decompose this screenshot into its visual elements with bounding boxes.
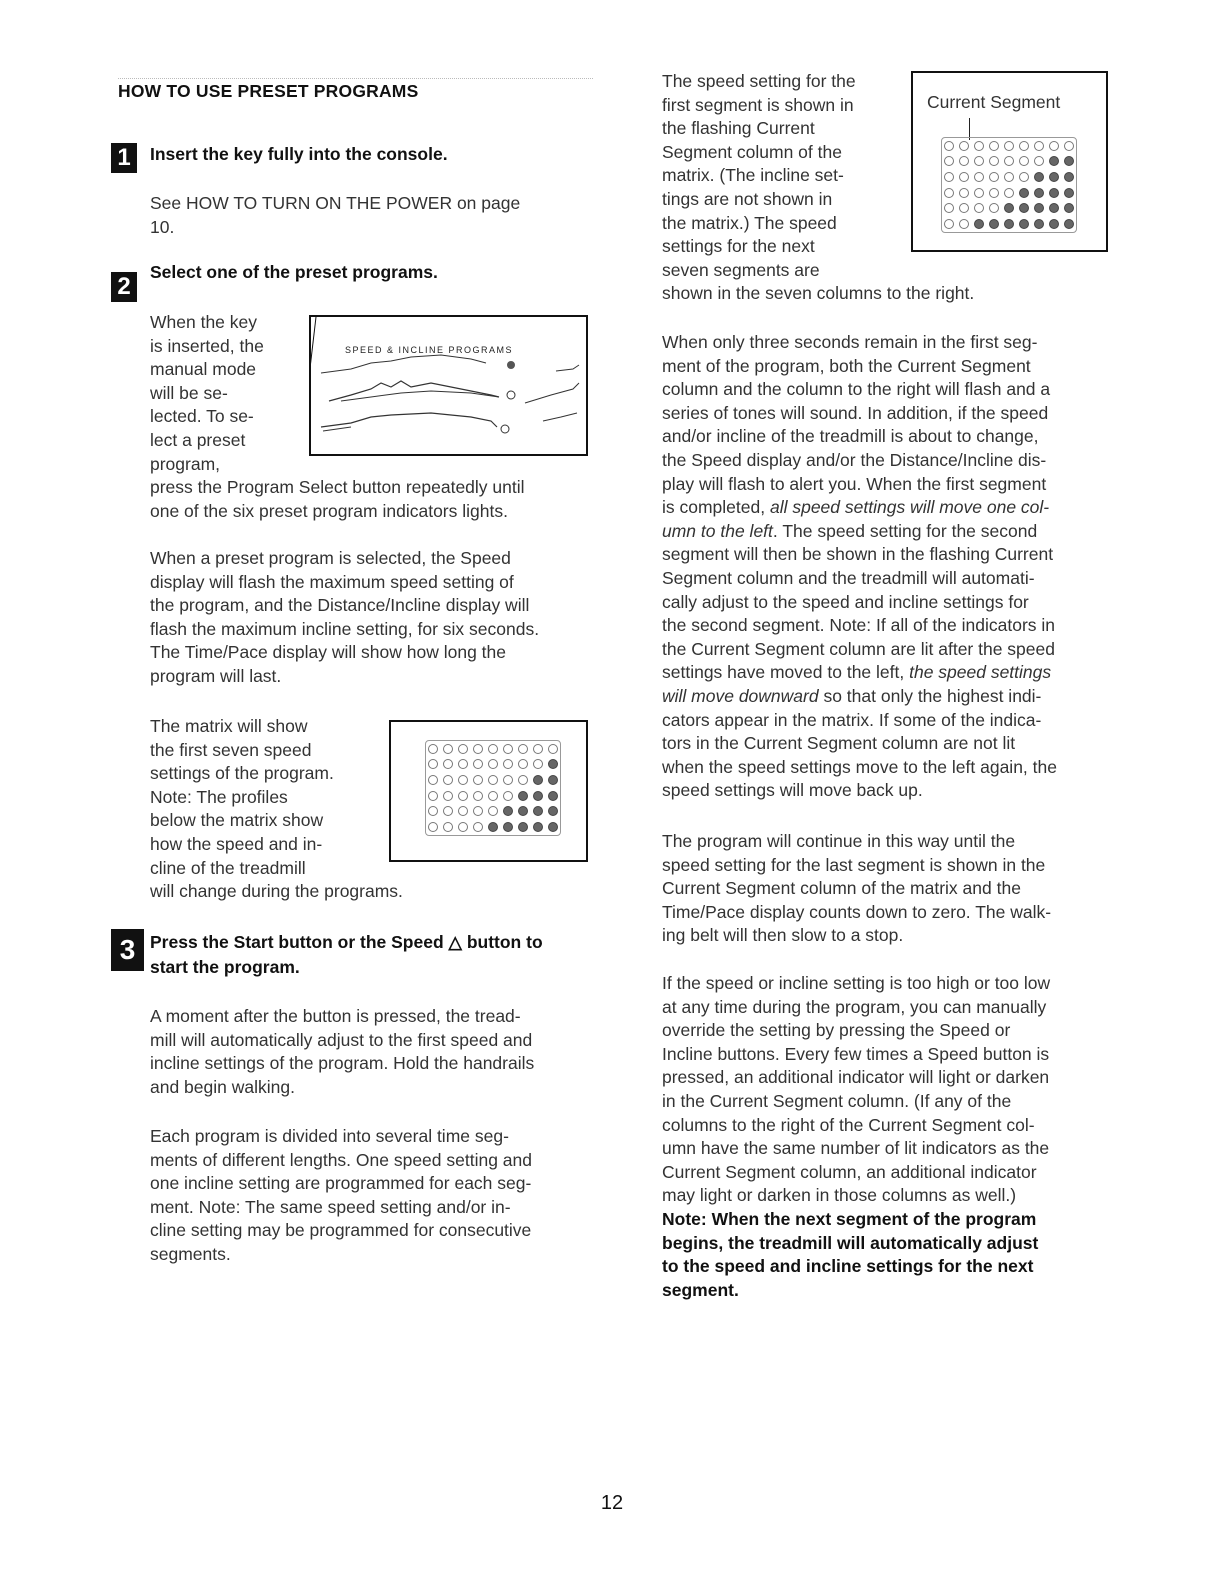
matrix-indicator xyxy=(959,172,969,182)
step-1-badge: 1 xyxy=(111,143,137,173)
text-line: The program will continue in this way until the xyxy=(662,831,1016,851)
matrix-indicator xyxy=(1019,219,1029,229)
matrix-indicator xyxy=(944,188,954,198)
text-line: how the speed and in- xyxy=(150,833,323,854)
text-line: one of the six preset program indicators lights. xyxy=(150,500,508,521)
emphasis-text: umn to the left xyxy=(662,520,773,541)
matrix-indicator xyxy=(1064,188,1074,198)
matrix-indicator xyxy=(944,172,954,182)
matrix-indicator xyxy=(1049,172,1059,182)
text-span: settings have moved to the left, xyxy=(662,662,910,683)
matrix-indicator xyxy=(488,791,498,801)
matrix-indicator xyxy=(503,806,513,816)
matrix-indicator xyxy=(428,806,438,816)
step-3-badge: 3 xyxy=(111,929,144,971)
matrix-indicator xyxy=(473,791,483,801)
matrix-indicator xyxy=(548,744,558,754)
step-3-title-line: Press the Start button or the Speed △ button to xyxy=(150,932,543,952)
text-line: ment of the program, both the Current Segment xyxy=(662,355,1031,376)
matrix-indicator xyxy=(518,791,528,801)
emphasis-text: all speed settings will move one col- xyxy=(769,497,1050,518)
note-line: begins, the treadmill will automatically adjust xyxy=(662,1232,1039,1253)
heading-rule xyxy=(118,78,593,79)
matrix-indicator xyxy=(1034,156,1044,166)
note-line: to the speed and incline settings for the next xyxy=(662,1256,1034,1277)
matrix-indicator xyxy=(533,744,543,754)
text-line: When only three seconds remain in the first seg- xyxy=(662,332,1038,352)
matrix-indicator xyxy=(1049,219,1059,229)
section-title: HOW TO USE PRESET PROGRAMS xyxy=(118,81,419,101)
text-line: the first seven speed xyxy=(150,739,312,760)
matrix-indicator xyxy=(518,759,528,769)
matrix-indicator xyxy=(944,203,954,213)
matrix-indicator xyxy=(443,791,453,801)
note-line: Note: When the next segment of the program xyxy=(662,1208,1037,1229)
matrix-indicator xyxy=(428,775,438,785)
matrix-indicator xyxy=(1019,141,1029,151)
matrix-indicator xyxy=(944,156,954,166)
matrix-indicator xyxy=(428,791,438,801)
text-line: column and the column to the right will flash and a xyxy=(662,379,1051,400)
text-line: at any time during the program, you can manually xyxy=(662,996,1047,1017)
step-2-title: Select one of the preset programs. xyxy=(150,262,438,282)
text-line: The matrix will show xyxy=(150,716,308,736)
matrix-illustration xyxy=(389,720,588,862)
text-line: shown in the seven columns to the right. xyxy=(662,283,975,304)
matrix-indicator xyxy=(533,775,543,785)
matrix-indicator xyxy=(458,775,468,785)
matrix-indicator xyxy=(989,172,999,182)
matrix-indicator xyxy=(488,806,498,816)
matrix-indicator xyxy=(518,744,528,754)
matrix-indicator xyxy=(443,775,453,785)
matrix-indicator xyxy=(1064,219,1074,229)
matrix-indicator xyxy=(959,203,969,213)
matrix-indicator xyxy=(989,219,999,229)
text-line: and begin walking. xyxy=(150,1076,295,1097)
matrix-indicator xyxy=(1049,188,1059,198)
matrix-indicator xyxy=(959,188,969,198)
matrix-indicator xyxy=(974,188,984,198)
text-line: When the key xyxy=(150,312,257,332)
matrix-indicator xyxy=(458,806,468,816)
text-line: cline setting may be programmed for consecutive xyxy=(150,1220,532,1241)
matrix-indicator xyxy=(548,791,558,801)
text-line: The Time/Pace display will show how long the xyxy=(150,642,507,663)
matrix-indicator xyxy=(503,791,513,801)
text-line xyxy=(662,520,1057,544)
matrix-indicator xyxy=(989,203,999,213)
text-line: program will last. xyxy=(150,665,282,686)
text-span: so that only the highest indi- xyxy=(818,685,1042,706)
text-line: ment. Note: The same speed setting and/or in- xyxy=(150,1196,511,1217)
text-line: series of tones will sound. In addition, if the speed xyxy=(662,402,1049,423)
matrix-indicator xyxy=(1064,203,1074,213)
matrix-indicator xyxy=(1034,188,1044,198)
text-line: will be se- xyxy=(150,382,228,403)
matrix-indicator xyxy=(1004,203,1014,213)
matrix-indicator xyxy=(1019,203,1029,213)
text-line: ments of different lengths. One speed setting and xyxy=(150,1149,533,1170)
matrix-indicator xyxy=(443,822,453,832)
text-line: cators appear in the matrix. If some of the indica- xyxy=(662,709,1042,730)
text-line xyxy=(662,685,1057,709)
text-line: flash the maximum incline setting, for six seconds. xyxy=(150,618,540,639)
step-2-para-2 xyxy=(150,547,539,689)
matrix-indicator xyxy=(1064,141,1074,151)
text-line: below the matrix show xyxy=(150,810,324,831)
text-line: Current Segment column of the matrix and the xyxy=(662,878,1021,899)
matrix-indicator xyxy=(428,744,438,754)
matrix-indicator xyxy=(974,141,984,151)
matrix-indicator xyxy=(428,822,438,832)
step-1-body-line: 10. xyxy=(150,217,175,237)
text-line: the Current Segment column are lit after the speed xyxy=(662,638,1055,659)
matrix-indicator xyxy=(1034,172,1044,182)
matrix-indicator xyxy=(989,141,999,151)
step-3-title xyxy=(150,930,543,980)
matrix-indicator xyxy=(1034,219,1044,229)
text-line: Segment column and the treadmill will automati- xyxy=(662,567,1035,588)
matrix-indicator xyxy=(503,744,513,754)
text-line: settings for the next xyxy=(662,236,815,257)
matrix-indicator xyxy=(1049,141,1059,151)
note-line: segment. xyxy=(662,1279,739,1300)
text-line: settings of the program. xyxy=(150,763,334,784)
text-line: mill will automatically adjust to the first speed and xyxy=(150,1029,533,1050)
text-line: play will flash to alert you. When the first segment xyxy=(662,473,1047,494)
matrix-indicator xyxy=(443,806,453,816)
matrix-indicator xyxy=(1019,156,1029,166)
matrix-indicator xyxy=(458,791,468,801)
matrix-indicator xyxy=(443,759,453,769)
current-segment-illustration xyxy=(911,71,1108,252)
text-line: lect a preset xyxy=(150,429,246,450)
emphasis-text: the speed settings xyxy=(909,662,1052,683)
matrix-indicator xyxy=(503,759,513,769)
text-line: is inserted, the xyxy=(150,335,264,356)
page-number: 12 xyxy=(600,1492,624,1514)
text-line: tings are not shown in xyxy=(662,188,833,209)
text-line: will change during the programs. xyxy=(150,881,403,902)
matrix-indicator xyxy=(1004,156,1014,166)
text-line: the flashing Current xyxy=(662,118,815,139)
text-line: If the speed or incline setting is too high or too low xyxy=(662,973,1051,993)
text-line: lected. To se- xyxy=(150,406,254,427)
current-segment-label: Current Segment xyxy=(927,92,1061,112)
text-line: first segment is shown in xyxy=(662,94,854,115)
text-line: speed setting for the last segment is shown in the xyxy=(662,854,1046,875)
text-line: cline of the treadmill xyxy=(150,857,306,878)
text-line: the second segment. Note: If all of the indicators in xyxy=(662,615,1055,636)
emphasis-text: will move downward xyxy=(662,685,819,706)
current-segment-matrix xyxy=(941,137,1077,233)
step-2-badge: 2 xyxy=(111,272,137,302)
text-line: when the speed settings move to the left again, the xyxy=(662,756,1057,777)
matrix-indicator xyxy=(1004,188,1014,198)
matrix-indicator xyxy=(518,822,528,832)
matrix-indicator xyxy=(473,775,483,785)
matrix-indicator xyxy=(959,156,969,166)
matrix-indicator xyxy=(1034,203,1044,213)
text-line: display will flash the maximum speed setting of xyxy=(150,571,514,592)
matrix-indicator xyxy=(1019,172,1029,182)
text-line: tors in the Current Segment column are not lit xyxy=(662,733,1016,754)
matrix-indicator xyxy=(548,806,558,816)
text-span: is completed, xyxy=(662,497,770,518)
matrix-indicator xyxy=(944,141,954,151)
text-line: the Speed display and/or the Distance/Incline dis- xyxy=(662,449,1047,470)
matrix-indicator xyxy=(1004,219,1014,229)
text-line: one incline setting are programmed for each seg- xyxy=(150,1173,532,1194)
matrix-indicator xyxy=(1004,172,1014,182)
text-line: Segment column of the xyxy=(662,141,842,162)
matrix-indicator xyxy=(533,791,543,801)
matrix-indicator xyxy=(488,822,498,832)
matrix-indicator xyxy=(959,141,969,151)
text-line: incline settings of the program. Hold the handrails xyxy=(150,1053,535,1074)
text-line: the program, and the Distance/Incline display will xyxy=(150,595,530,616)
text-line: The speed setting for the xyxy=(662,71,856,91)
matrix-indicator xyxy=(443,744,453,754)
text-line: ing belt will then slow to a stop. xyxy=(662,925,904,946)
text-line: and/or incline of the treadmill is about to change, xyxy=(662,426,1039,447)
text-line: segment will then be shown in the flashing Current xyxy=(662,544,1054,565)
matrix-indicator xyxy=(533,822,543,832)
text-line: Time/Pace display counts down to zero. The walk- xyxy=(662,901,1052,922)
matrix-indicator xyxy=(518,775,528,785)
text-line: Current Segment column, an additional indicator xyxy=(662,1161,1037,1182)
matrix-indicator xyxy=(548,759,558,769)
text-line: Incline buttons. Every few times a Speed button is xyxy=(662,1043,1050,1064)
matrix-indicator xyxy=(944,219,954,229)
matrix-indicator xyxy=(473,806,483,816)
right-para-4 xyxy=(662,972,1050,1302)
step-3-title-line: start the program. xyxy=(150,957,300,977)
step-1-title: Insert the key fully into the console. xyxy=(150,144,448,164)
text-span: . The speed setting for the second xyxy=(772,520,1038,541)
matrix-indicator xyxy=(488,759,498,769)
text-line: program, xyxy=(150,453,221,474)
step-3-para-1 xyxy=(150,1005,534,1099)
text-line: seven segments are xyxy=(662,259,820,280)
right-para-2 xyxy=(662,331,1057,803)
step-3-para-2 xyxy=(150,1125,532,1267)
matrix-indicator xyxy=(473,759,483,769)
text-line: override the setting by pressing the Speed or xyxy=(662,1020,1011,1041)
matrix-indicator xyxy=(1064,156,1074,166)
text-line: When a preset program is selected, the Speed xyxy=(150,548,511,568)
text-line: umn have the same number of lit indicators as the xyxy=(662,1138,1050,1159)
text-line: may light or darken in those columns as well.) xyxy=(662,1185,1017,1206)
console-profile-graphic xyxy=(311,317,586,454)
matrix-indicator xyxy=(503,822,513,832)
console-illustration xyxy=(309,315,588,456)
indicator-matrix xyxy=(425,740,561,836)
text-line: Each program is divided into several time seg- xyxy=(150,1126,509,1146)
matrix-indicator xyxy=(473,822,483,832)
text-line xyxy=(662,496,1057,520)
matrix-indicator xyxy=(548,775,558,785)
matrix-indicator xyxy=(428,759,438,769)
matrix-indicator xyxy=(458,822,468,832)
text-line: manual mode xyxy=(150,359,257,380)
matrix-indicator xyxy=(974,172,984,182)
matrix-indicator xyxy=(1019,188,1029,198)
matrix-indicator xyxy=(488,744,498,754)
matrix-indicator xyxy=(518,806,528,816)
matrix-indicator xyxy=(1049,203,1059,213)
text-line: matrix. (The incline set- xyxy=(662,165,844,186)
matrix-indicator xyxy=(1049,156,1059,166)
right-para-3 xyxy=(662,830,1051,948)
matrix-indicator xyxy=(959,219,969,229)
matrix-indicator xyxy=(989,156,999,166)
matrix-indicator xyxy=(503,775,513,785)
text-line xyxy=(662,661,1057,685)
step-1-body-line: See HOW TO TURN ON THE POWER on page xyxy=(150,193,521,213)
matrix-indicator xyxy=(548,822,558,832)
text-line: pressed, an additional indicator will light or darken xyxy=(662,1067,1050,1088)
matrix-indicator xyxy=(1034,141,1044,151)
matrix-indicator xyxy=(458,759,468,769)
matrix-indicator xyxy=(1064,172,1074,182)
text-line: speed settings will move back up. xyxy=(662,780,923,801)
text-line: the matrix.) The speed xyxy=(662,212,837,233)
text-line: in the Current Segment column. (If any of the xyxy=(662,1090,1012,1111)
text-line: cally adjust to the speed and incline settings for xyxy=(662,591,1029,612)
text-line: columns to the right of the Current Segment col- xyxy=(662,1114,1035,1135)
text-line: segments. xyxy=(150,1243,231,1264)
matrix-indicator xyxy=(974,219,984,229)
matrix-indicator xyxy=(533,806,543,816)
text-line: press the Program Select button repeatedly until xyxy=(150,477,525,498)
text-line: Note: The profiles xyxy=(150,786,288,807)
text-line: A moment after the button is pressed, the tread- xyxy=(150,1006,521,1026)
matrix-indicator xyxy=(989,188,999,198)
matrix-indicator xyxy=(458,744,468,754)
console-label: SPEED & INCLINE PROGRAMS xyxy=(345,345,514,355)
matrix-indicator xyxy=(488,775,498,785)
matrix-indicator xyxy=(473,744,483,754)
matrix-indicator xyxy=(974,203,984,213)
matrix-indicator xyxy=(1004,141,1014,151)
matrix-indicator xyxy=(533,759,543,769)
matrix-indicator xyxy=(974,156,984,166)
step-2-para-3 xyxy=(150,715,403,904)
